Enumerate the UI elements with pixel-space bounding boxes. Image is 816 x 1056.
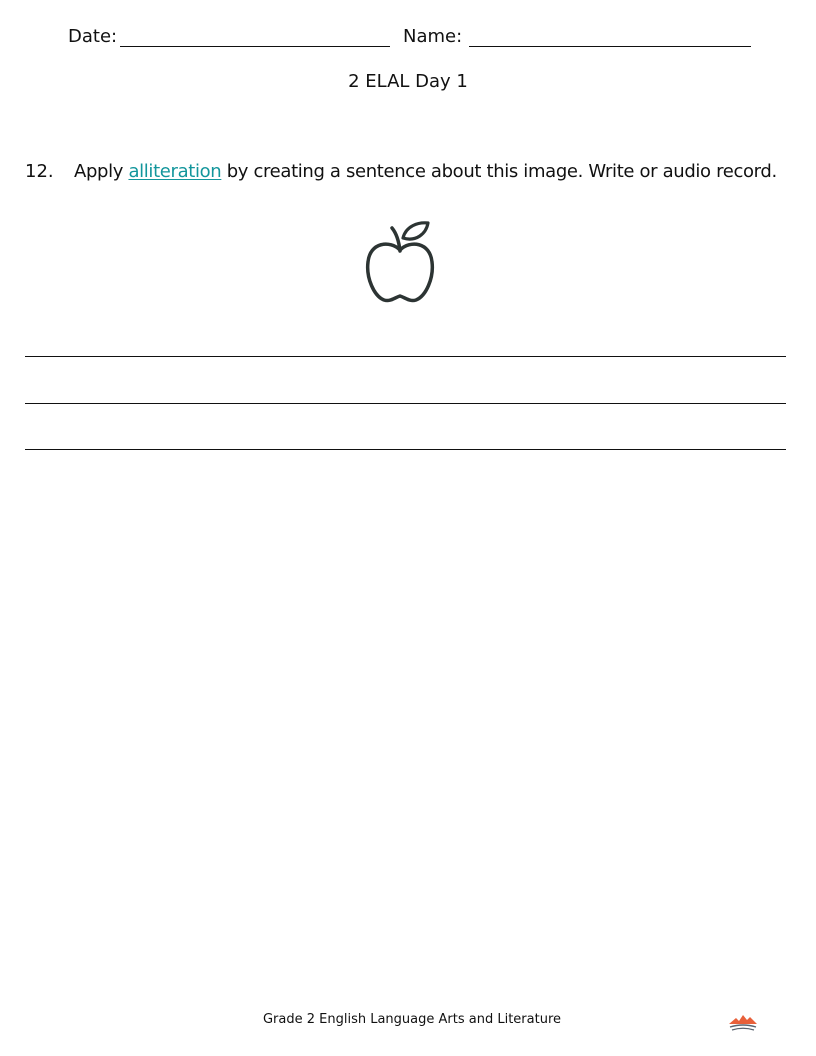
answer-line-2[interactable] [25,403,786,404]
answer-line-1[interactable] [25,356,786,357]
question-number: 12. [25,161,54,182]
question-text-after: by creating a sentence about this image. Write or audio record. [221,161,777,182]
date-label: Date: [68,26,118,47]
mountain-logo-icon [728,1012,758,1034]
answer-line-3[interactable] [25,449,786,450]
worksheet-header [68,22,768,52]
page-title: 2 ELAL Day 1 [348,71,468,92]
footer-course-title: Grade 2 English Language Arts and Literature [262,1012,562,1027]
question-text-before: Apply [74,161,129,182]
question-prompt [74,159,777,185]
name-blank[interactable] [469,46,751,47]
question-12 [25,159,795,185]
name-label: Name: [403,26,463,47]
date-blank[interactable] [120,46,390,47]
alliteration-link[interactable]: alliteration [128,161,222,182]
apple-icon [362,216,438,306]
